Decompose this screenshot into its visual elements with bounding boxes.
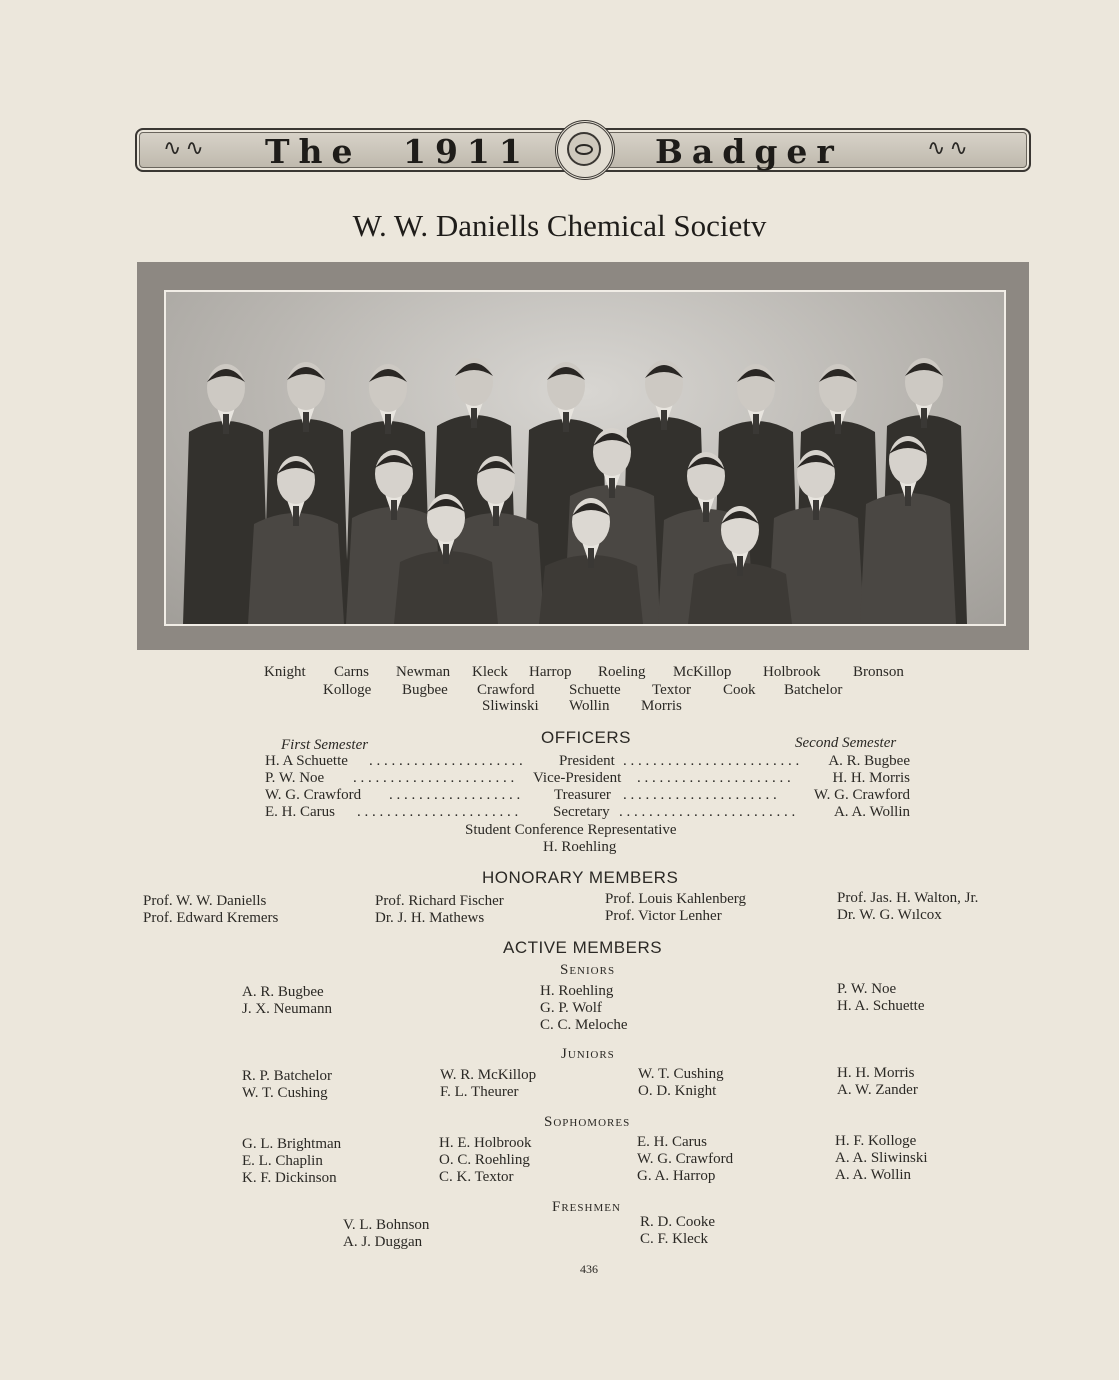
member-name: K. F. Dickinson bbox=[242, 1170, 337, 1186]
caption-name: Cook bbox=[723, 682, 756, 698]
banner-word-the: The bbox=[265, 132, 362, 171]
officers-table bbox=[265, 753, 910, 823]
officer-second: W. G. Crawford bbox=[813, 787, 910, 803]
caption-name: Holbrook bbox=[763, 664, 821, 680]
sophomores-col-2 bbox=[439, 1135, 532, 1186]
officer-first: P. W. Noe bbox=[265, 770, 325, 786]
caption-name: Carns bbox=[334, 664, 369, 680]
leader-dots: . . . . . . . . . . . . . . . . . . . . . bbox=[637, 770, 791, 786]
member-name: H. F. Kolloge bbox=[835, 1133, 917, 1149]
honorary-col-3 bbox=[605, 891, 746, 925]
caption-name: Kleck bbox=[472, 664, 508, 680]
member-name: H. H. Morris bbox=[837, 1065, 915, 1081]
seniors-col-2 bbox=[540, 983, 628, 1034]
member-name: P. W. Noe bbox=[837, 981, 897, 997]
scroll-ornament-icon: ∿∿ bbox=[927, 135, 972, 160]
member-name: E. L. Chaplin bbox=[242, 1153, 323, 1169]
officer-title: Vice-President bbox=[533, 770, 622, 786]
seniors-label: Seniors bbox=[560, 962, 616, 978]
honorary-member: Prof. Edward Kremers bbox=[143, 910, 279, 926]
member-name: E. H. Carus bbox=[637, 1134, 707, 1150]
second-semester-label: Second Semester bbox=[795, 735, 897, 751]
sophomores-label: Sophomores bbox=[544, 1114, 631, 1130]
caption-name: Roeling bbox=[598, 664, 646, 680]
member-name: G. L. Brightman bbox=[242, 1136, 342, 1152]
seniors-col-1 bbox=[242, 984, 332, 1018]
honorary-col-1 bbox=[143, 893, 278, 927]
seniors-col-3 bbox=[837, 981, 925, 1015]
caption-name: Knight bbox=[264, 664, 306, 680]
page-number: 436 bbox=[580, 1262, 598, 1276]
leader-dots: . . . . . . . . . . . . . . . . . . . . . bbox=[623, 787, 777, 803]
sophomores-col-4 bbox=[835, 1133, 928, 1184]
honorary-member: Prof. Victor Lenher bbox=[605, 908, 722, 924]
officer-first: E. H. Carus bbox=[265, 804, 335, 820]
member-name: O. D. Knight bbox=[638, 1083, 717, 1099]
active-heading: ACTIVE MEMBERS bbox=[503, 938, 663, 957]
member-name: W. T. Cushing bbox=[638, 1066, 724, 1082]
honorary-member: Dr. J. H. Mathews bbox=[375, 910, 485, 926]
member-name: R. P. Batchelor bbox=[242, 1068, 332, 1084]
honorary-member: Prof. Jas. H. Walton, Jr. bbox=[837, 890, 979, 906]
caption-name: Bronson bbox=[853, 664, 904, 680]
scroll-ornament-icon: ∿∿ bbox=[163, 135, 208, 160]
officer-title: President bbox=[559, 753, 615, 769]
honorary-col-4 bbox=[837, 890, 978, 924]
juniors-col-1 bbox=[242, 1068, 332, 1102]
caption-name: Wollin bbox=[569, 698, 610, 714]
caption-name: Newman bbox=[396, 664, 451, 680]
officer-first: H. A Schuette bbox=[265, 753, 348, 769]
caption-name: Kolloge bbox=[323, 682, 372, 698]
member-name: W. T. Cushing bbox=[242, 1085, 328, 1101]
officer-second: A. A. Wollin bbox=[833, 804, 910, 820]
caption-name: Morris bbox=[641, 698, 682, 714]
member-name: C. C. Meloche bbox=[540, 1017, 628, 1033]
freshmen-label: Freshmen bbox=[552, 1199, 621, 1215]
member-name: A. R. Bugbee bbox=[242, 984, 324, 1000]
person-body bbox=[248, 513, 344, 624]
caption-name: Harrop bbox=[529, 664, 572, 680]
member-name: W. R. McKillop bbox=[440, 1067, 537, 1083]
sophomores-col-3 bbox=[637, 1134, 733, 1185]
member-name: F. L. Theurer bbox=[440, 1084, 519, 1100]
caption-name: Textor bbox=[652, 682, 691, 698]
caption-name: Bugbee bbox=[402, 682, 448, 698]
leader-dots: . . . . . . . . . . . . . . . . . . . . . . . . bbox=[619, 804, 796, 820]
member-name: V. L. Bohnson bbox=[343, 1217, 430, 1233]
group-photograph bbox=[164, 290, 1006, 626]
caption-name: Sliwinski bbox=[482, 698, 539, 714]
honorary-member: Prof. Richard Fischer bbox=[375, 893, 504, 909]
member-name: A. W. Zander bbox=[837, 1082, 918, 1098]
juniors-label: Juniors bbox=[561, 1046, 615, 1062]
leader-dots: . . . . . . . . . . . . . . . . . . . . . . bbox=[357, 804, 519, 820]
page-title: W. W. Daniells Chemical Societv bbox=[352, 208, 767, 243]
member-name: J. X. Neumann bbox=[242, 1001, 332, 1017]
freshmen-col-2 bbox=[640, 1214, 715, 1248]
honorary-member: Prof. Louis Kahlenberg bbox=[605, 891, 746, 907]
person-body bbox=[860, 493, 956, 624]
freshmen-col-1 bbox=[343, 1217, 429, 1251]
yearbook-banner bbox=[135, 128, 1031, 172]
caption-name: McKillop bbox=[673, 664, 732, 680]
caption-name: Batchelor bbox=[784, 682, 843, 698]
caption-name: Schuette bbox=[569, 682, 621, 698]
officers-heading: OFFICERS bbox=[541, 728, 631, 747]
officer-second: H. H. Morris bbox=[832, 770, 910, 786]
sophomores-col-1 bbox=[242, 1136, 341, 1187]
member-name: H. Roehling bbox=[540, 983, 614, 999]
member-name: C. F. Kleck bbox=[640, 1231, 708, 1247]
leader-dots: . . . . . . . . . . . . . . . . . . . . . bbox=[369, 753, 523, 769]
leader-dots: . . . . . . . . . . . . . . . . . . . . . . bbox=[353, 770, 515, 786]
member-name: R. D. Cooke bbox=[640, 1214, 715, 1230]
juniors-col-3 bbox=[638, 1066, 724, 1100]
member-name: A. A. Sliwinski bbox=[835, 1150, 928, 1166]
caption-name: Crawford bbox=[477, 682, 535, 698]
honorary-col-2 bbox=[375, 893, 504, 927]
member-name: H. E. Holbrook bbox=[439, 1135, 532, 1151]
group-photo-frame bbox=[137, 262, 1029, 650]
honorary-member: Prof. W. W. Daniells bbox=[143, 893, 267, 909]
first-semester-label: First Semester bbox=[281, 737, 369, 753]
juniors-col-2 bbox=[440, 1067, 536, 1101]
rep-name: H. Roehling bbox=[543, 839, 617, 855]
banner-word-badger: Badger bbox=[655, 132, 843, 171]
member-name: A. J. Duggan bbox=[343, 1234, 423, 1250]
officer-title: Secretary bbox=[553, 804, 610, 820]
rep-label: Student Conference Representative bbox=[465, 822, 677, 838]
honorary-heading: HONORARY MEMBERS bbox=[482, 868, 679, 887]
member-name: G. P. Wolf bbox=[540, 1000, 602, 1016]
member-name: A. A. Wollin bbox=[835, 1167, 912, 1183]
leader-dots: . . . . . . . . . . . . . . . . . . bbox=[389, 787, 521, 803]
university-seal-icon bbox=[555, 120, 615, 180]
officer-title: Treasurer bbox=[554, 787, 611, 803]
honorary-member: Dr. W. G. Wılcox bbox=[837, 907, 942, 923]
officer-second: A. R. Bugbee bbox=[828, 753, 910, 769]
banner-year: 1911 bbox=[403, 132, 531, 171]
leader-dots: . . . . . . . . . . . . . . . . . . . . . . . . bbox=[623, 753, 800, 769]
member-name: O. C. Roehling bbox=[439, 1152, 530, 1168]
juniors-col-4 bbox=[837, 1065, 918, 1099]
officer-first: W. G. Crawford bbox=[265, 787, 362, 803]
member-name: G. A. Harrop bbox=[637, 1168, 716, 1184]
member-name: C. K. Textor bbox=[439, 1169, 514, 1185]
member-name: W. G. Crawford bbox=[637, 1151, 734, 1167]
member-name: H. A. Schuette bbox=[837, 998, 925, 1014]
